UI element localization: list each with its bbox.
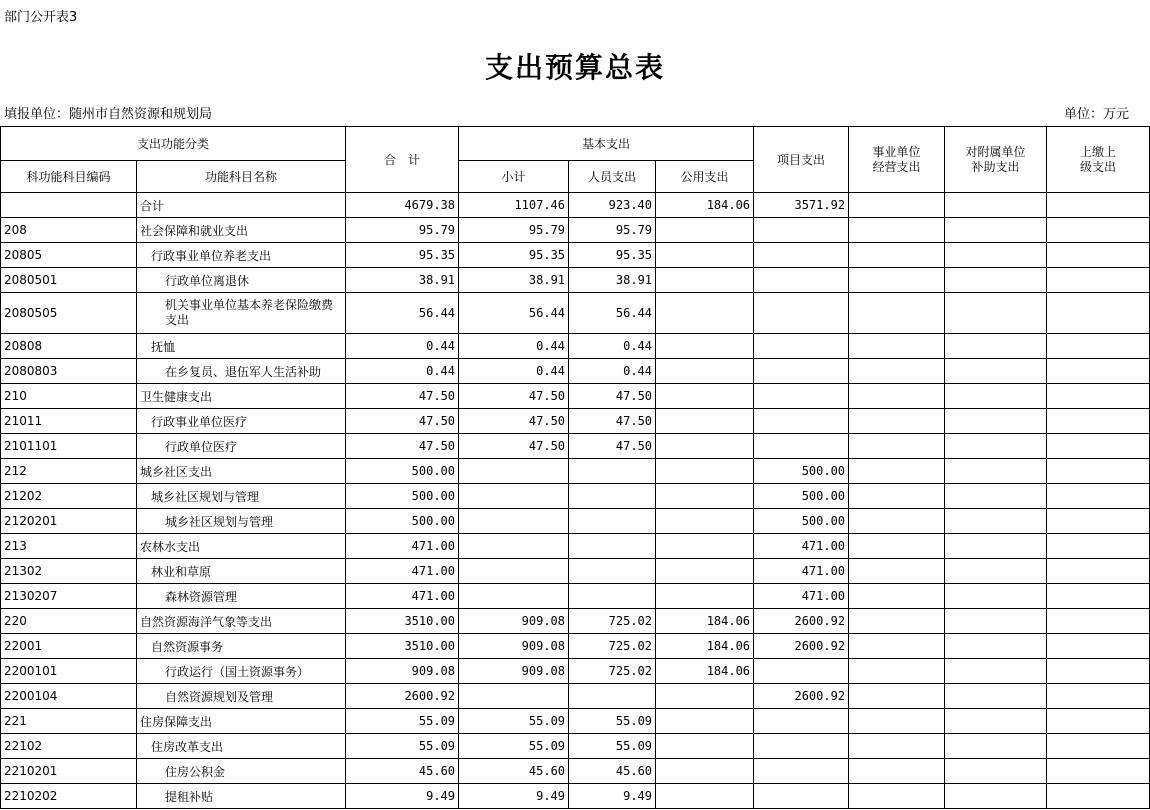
- cell-project: 471.00: [754, 559, 849, 584]
- cell-code: 21202: [1, 484, 137, 509]
- cell-business-unit: [849, 684, 945, 709]
- cell-subtotal: 45.60: [459, 759, 569, 784]
- cell-public: [656, 334, 754, 359]
- cell-affiliate-subsidy: [945, 734, 1047, 759]
- cell-affiliate-subsidy: [945, 218, 1047, 243]
- cell-affiliate-subsidy: [945, 459, 1047, 484]
- cell-subtotal: 38.91: [459, 268, 569, 293]
- cell-total: 471.00: [346, 584, 459, 609]
- cell-business-unit: [849, 734, 945, 759]
- cell-business-unit: [849, 634, 945, 659]
- cell-subtotal: [459, 584, 569, 609]
- table-row: [1, 559, 1150, 584]
- cell-project: 2600.92: [754, 634, 849, 659]
- cell-code: 2210201: [1, 759, 137, 784]
- cell-total: 3510.00: [346, 609, 459, 634]
- cell-name: 自然资源事务: [137, 634, 346, 659]
- cell-public: [656, 734, 754, 759]
- cell-name: 行政单位离退休: [137, 268, 346, 293]
- table-row: [1, 459, 1150, 484]
- cell-affiliate-subsidy: [945, 384, 1047, 409]
- cell-personnel: [569, 459, 656, 484]
- cell-project: 500.00: [754, 484, 849, 509]
- cell-upper-remit: [1047, 784, 1150, 809]
- table-row: [1, 659, 1150, 684]
- cell-affiliate-subsidy: [945, 534, 1047, 559]
- cell-total: 2600.92: [346, 684, 459, 709]
- table-row: [1, 293, 1150, 334]
- page-title: 支出预算总表: [484, 51, 665, 84]
- table-row: [1, 334, 1150, 359]
- cell-name: 提租补贴: [137, 784, 346, 809]
- header-project-expenditure: 项目支出: [754, 127, 849, 193]
- cell-public: [656, 218, 754, 243]
- cell-business-unit: [849, 268, 945, 293]
- table-row: [1, 709, 1150, 734]
- cell-project: [754, 759, 849, 784]
- cell-business-unit: [849, 659, 945, 684]
- cell-name: 机关事业单位基本养老保险缴费支出: [137, 293, 346, 334]
- cell-project: [754, 659, 849, 684]
- table-row: [1, 268, 1150, 293]
- cell-total: 95.79: [346, 218, 459, 243]
- cell-upper-remit: [1047, 359, 1150, 384]
- cell-personnel: 725.02: [569, 609, 656, 634]
- cell-affiliate-subsidy: [945, 359, 1047, 384]
- table-row: [1, 684, 1150, 709]
- cell-total: 47.50: [346, 434, 459, 459]
- cell-affiliate-subsidy: [945, 634, 1047, 659]
- cell-upper-remit: [1047, 218, 1150, 243]
- cell-upper-remit: [1047, 734, 1150, 759]
- cell-personnel: [569, 559, 656, 584]
- expenditure-budget-table: [0, 126, 1150, 809]
- cell-public: [656, 509, 754, 534]
- cell-affiliate-subsidy: [945, 684, 1047, 709]
- cell-business-unit: [849, 218, 945, 243]
- cell-subtotal: 0.44: [459, 359, 569, 384]
- cell-total: 500.00: [346, 484, 459, 509]
- cell-personnel: [569, 684, 656, 709]
- header-function-class: 支出功能分类: [1, 127, 346, 161]
- cell-upper-remit: [1047, 659, 1150, 684]
- cell-subtotal: [459, 459, 569, 484]
- cell-code: 21302: [1, 559, 137, 584]
- cell-public: [656, 268, 754, 293]
- document-label: 部门公开表3: [4, 10, 78, 25]
- cell-affiliate-subsidy: [945, 759, 1047, 784]
- cell-total: 9.49: [346, 784, 459, 809]
- cell-project: [754, 218, 849, 243]
- cell-subtotal: [459, 559, 569, 584]
- cell-personnel: 47.50: [569, 409, 656, 434]
- cell-public: [656, 684, 754, 709]
- cell-subtotal: 47.50: [459, 409, 569, 434]
- table-row: [1, 193, 1150, 218]
- cell-name: 自然资源海洋气象等支出: [137, 609, 346, 634]
- currency-unit: 单位：万元: [1063, 107, 1129, 122]
- cell-project: [754, 268, 849, 293]
- table-row: [1, 534, 1150, 559]
- cell-upper-remit: [1047, 334, 1150, 359]
- cell-business-unit: [849, 359, 945, 384]
- cell-public: [656, 293, 754, 334]
- cell-name: 抚恤: [137, 334, 346, 359]
- cell-upper-remit: [1047, 459, 1150, 484]
- cell-upper-remit: [1047, 684, 1150, 709]
- table-row: [1, 509, 1150, 534]
- cell-upper-remit: [1047, 709, 1150, 734]
- cell-business-unit: [849, 409, 945, 434]
- cell-business-unit: [849, 709, 945, 734]
- reporting-unit: 填报单位：随州市自然资源和规划局: [4, 107, 213, 122]
- header-business-unit: 事业单位 经营支出: [849, 127, 945, 193]
- header-code: 科功能科目编码: [1, 161, 137, 193]
- cell-personnel: 55.09: [569, 734, 656, 759]
- cell-project: 471.00: [754, 584, 849, 609]
- cell-personnel: 45.60: [569, 759, 656, 784]
- header-basic-expenditure: 基本支出: [459, 127, 754, 161]
- table-row: [1, 218, 1150, 243]
- cell-public: [656, 784, 754, 809]
- cell-personnel: 47.50: [569, 434, 656, 459]
- cell-affiliate-subsidy: [945, 293, 1047, 334]
- cell-subtotal: 0.44: [459, 334, 569, 359]
- cell-public: 184.06: [656, 193, 754, 218]
- cell-code: 21011: [1, 409, 137, 434]
- cell-code: 221: [1, 709, 137, 734]
- cell-affiliate-subsidy: [945, 584, 1047, 609]
- cell-public: 184.06: [656, 634, 754, 659]
- cell-personnel: 725.02: [569, 634, 656, 659]
- cell-personnel: 55.09: [569, 709, 656, 734]
- cell-subtotal: 95.35: [459, 243, 569, 268]
- cell-affiliate-subsidy: [945, 784, 1047, 809]
- cell-total: 500.00: [346, 509, 459, 534]
- cell-upper-remit: [1047, 384, 1150, 409]
- cell-affiliate-subsidy: [945, 509, 1047, 534]
- cell-affiliate-subsidy: [945, 559, 1047, 584]
- cell-total: 45.60: [346, 759, 459, 784]
- header-subtotal: 小计: [459, 161, 569, 193]
- cell-personnel: 0.44: [569, 334, 656, 359]
- cell-business-unit: [849, 784, 945, 809]
- cell-code: 2200104: [1, 684, 137, 709]
- cell-total: 4679.38: [346, 193, 459, 218]
- table-row: [1, 409, 1150, 434]
- cell-project: 500.00: [754, 459, 849, 484]
- header-personnel: 人员支出: [569, 161, 656, 193]
- cell-total: 55.09: [346, 734, 459, 759]
- cell-project: [754, 734, 849, 759]
- cell-code: 213: [1, 534, 137, 559]
- cell-affiliate-subsidy: [945, 709, 1047, 734]
- cell-code: 22001: [1, 634, 137, 659]
- cell-subtotal: [459, 534, 569, 559]
- table-row: [1, 609, 1150, 634]
- cell-business-unit: [849, 609, 945, 634]
- cell-business-unit: [849, 759, 945, 784]
- cell-code: 212: [1, 459, 137, 484]
- cell-code: 22102: [1, 734, 137, 759]
- cell-subtotal: 1107.46: [459, 193, 569, 218]
- cell-public: [656, 759, 754, 784]
- cell-project: [754, 709, 849, 734]
- cell-code: 2080505: [1, 293, 137, 334]
- cell-code: 2130207: [1, 584, 137, 609]
- cell-project: 471.00: [754, 534, 849, 559]
- cell-personnel: 47.50: [569, 384, 656, 409]
- cell-public: [656, 709, 754, 734]
- cell-personnel: 38.91: [569, 268, 656, 293]
- cell-project: 2600.92: [754, 684, 849, 709]
- cell-name: 住房改革支出: [137, 734, 346, 759]
- cell-business-unit: [849, 534, 945, 559]
- cell-total: 500.00: [346, 459, 459, 484]
- cell-subtotal: 55.09: [459, 709, 569, 734]
- cell-name: 林业和草原: [137, 559, 346, 584]
- table-row: [1, 243, 1150, 268]
- cell-code: [1, 193, 137, 218]
- table-row: [1, 359, 1150, 384]
- cell-personnel: 56.44: [569, 293, 656, 334]
- header-total: 合 计: [346, 127, 459, 193]
- cell-upper-remit: [1047, 509, 1150, 534]
- cell-name: 卫生健康支出: [137, 384, 346, 409]
- cell-affiliate-subsidy: [945, 268, 1047, 293]
- cell-name: 自然资源规划及管理: [137, 684, 346, 709]
- cell-upper-remit: [1047, 193, 1150, 218]
- table-row: [1, 384, 1150, 409]
- cell-upper-remit: [1047, 634, 1150, 659]
- cell-subtotal: 47.50: [459, 434, 569, 459]
- table-row: [1, 484, 1150, 509]
- cell-subtotal: 909.08: [459, 609, 569, 634]
- cell-total: 55.09: [346, 709, 459, 734]
- header-name: 功能科目名称: [137, 161, 346, 193]
- cell-personnel: [569, 509, 656, 534]
- cell-total: 471.00: [346, 559, 459, 584]
- cell-upper-remit: [1047, 584, 1150, 609]
- cell-public: [656, 584, 754, 609]
- cell-total: 47.50: [346, 384, 459, 409]
- cell-affiliate-subsidy: [945, 409, 1047, 434]
- table-row: [1, 734, 1150, 759]
- cell-code: 208: [1, 218, 137, 243]
- cell-total: 909.08: [346, 659, 459, 684]
- cell-affiliate-subsidy: [945, 334, 1047, 359]
- cell-affiliate-subsidy: [945, 434, 1047, 459]
- cell-upper-remit: [1047, 609, 1150, 634]
- cell-name: 合计: [137, 193, 346, 218]
- cell-affiliate-subsidy: [945, 243, 1047, 268]
- cell-public: [656, 434, 754, 459]
- cell-upper-remit: [1047, 484, 1150, 509]
- cell-personnel: 923.40: [569, 193, 656, 218]
- cell-project: 2600.92: [754, 609, 849, 634]
- cell-personnel: 95.35: [569, 243, 656, 268]
- cell-business-unit: [849, 334, 945, 359]
- table-row: [1, 759, 1150, 784]
- cell-name: 城乡社区规划与管理: [137, 484, 346, 509]
- cell-name: 在乡复员、退伍军人生活补助: [137, 359, 346, 384]
- cell-business-unit: [849, 509, 945, 534]
- cell-name: 社会保障和就业支出: [137, 218, 346, 243]
- cell-affiliate-subsidy: [945, 609, 1047, 634]
- cell-business-unit: [849, 584, 945, 609]
- cell-personnel: 725.02: [569, 659, 656, 684]
- cell-name: 住房保障支出: [137, 709, 346, 734]
- cell-total: 0.44: [346, 359, 459, 384]
- cell-total: 3510.00: [346, 634, 459, 659]
- cell-affiliate-subsidy: [945, 484, 1047, 509]
- cell-code: 20808: [1, 334, 137, 359]
- cell-project: [754, 243, 849, 268]
- cell-code: 20805: [1, 243, 137, 268]
- cell-upper-remit: [1047, 534, 1150, 559]
- table-row: [1, 784, 1150, 809]
- cell-name: 行政事业单位养老支出: [137, 243, 346, 268]
- header-public: 公用支出: [656, 161, 754, 193]
- cell-code: 2120201: [1, 509, 137, 534]
- header-upper-remit: 上缴上 级支出: [1047, 127, 1150, 193]
- cell-subtotal: 909.08: [459, 659, 569, 684]
- cell-public: 184.06: [656, 609, 754, 634]
- cell-public: 184.06: [656, 659, 754, 684]
- cell-business-unit: [849, 384, 945, 409]
- cell-upper-remit: [1047, 759, 1150, 784]
- table-row: [1, 434, 1150, 459]
- cell-code: 2200101: [1, 659, 137, 684]
- cell-affiliate-subsidy: [945, 193, 1047, 218]
- cell-business-unit: [849, 459, 945, 484]
- cell-public: [656, 459, 754, 484]
- cell-public: [656, 243, 754, 268]
- cell-upper-remit: [1047, 409, 1150, 434]
- cell-upper-remit: [1047, 293, 1150, 334]
- cell-name: 住房公积金: [137, 759, 346, 784]
- cell-name: 城乡社区规划与管理: [137, 509, 346, 534]
- cell-public: [656, 384, 754, 409]
- cell-subtotal: 47.50: [459, 384, 569, 409]
- cell-personnel: [569, 484, 656, 509]
- cell-project: [754, 409, 849, 434]
- cell-upper-remit: [1047, 243, 1150, 268]
- cell-total: 56.44: [346, 293, 459, 334]
- cell-subtotal: [459, 484, 569, 509]
- cell-business-unit: [849, 484, 945, 509]
- cell-code: 220: [1, 609, 137, 634]
- cell-personnel: [569, 534, 656, 559]
- cell-personnel: 9.49: [569, 784, 656, 809]
- cell-business-unit: [849, 559, 945, 584]
- cell-public: [656, 409, 754, 434]
- cell-subtotal: 55.09: [459, 734, 569, 759]
- cell-code: 2080501: [1, 268, 137, 293]
- cell-project: [754, 334, 849, 359]
- cell-project: 500.00: [754, 509, 849, 534]
- cell-code: 210: [1, 384, 137, 409]
- cell-business-unit: [849, 293, 945, 334]
- cell-upper-remit: [1047, 268, 1150, 293]
- cell-total: 471.00: [346, 534, 459, 559]
- cell-subtotal: [459, 684, 569, 709]
- table-row: [1, 584, 1150, 609]
- cell-project: [754, 384, 849, 409]
- cell-project: [754, 434, 849, 459]
- cell-total: 38.91: [346, 268, 459, 293]
- cell-name: 行政事业单位医疗: [137, 409, 346, 434]
- cell-personnel: [569, 584, 656, 609]
- cell-total: 47.50: [346, 409, 459, 434]
- table-row: [1, 634, 1150, 659]
- cell-code: 2210202: [1, 784, 137, 809]
- cell-code: 2080803: [1, 359, 137, 384]
- cell-public: [656, 484, 754, 509]
- cell-personnel: 95.79: [569, 218, 656, 243]
- cell-personnel: 0.44: [569, 359, 656, 384]
- cell-project: [754, 359, 849, 384]
- cell-total: 0.44: [346, 334, 459, 359]
- header-affiliate-subsidy: 对附属单位 补助支出: [945, 127, 1047, 193]
- cell-total: 95.35: [346, 243, 459, 268]
- cell-subtotal: 95.79: [459, 218, 569, 243]
- cell-affiliate-subsidy: [945, 659, 1047, 684]
- cell-name: 农林水支出: [137, 534, 346, 559]
- cell-name: 行政运行（国土资源事务）: [137, 659, 346, 684]
- cell-subtotal: 909.08: [459, 634, 569, 659]
- cell-subtotal: [459, 509, 569, 534]
- cell-public: [656, 534, 754, 559]
- cell-project: 3571.92: [754, 193, 849, 218]
- cell-project: [754, 784, 849, 809]
- cell-upper-remit: [1047, 559, 1150, 584]
- cell-name: 行政单位医疗: [137, 434, 346, 459]
- cell-business-unit: [849, 243, 945, 268]
- cell-code: 2101101: [1, 434, 137, 459]
- cell-public: [656, 359, 754, 384]
- cell-subtotal: 56.44: [459, 293, 569, 334]
- cell-project: [754, 293, 849, 334]
- cell-name: 森林资源管理: [137, 584, 346, 609]
- cell-upper-remit: [1047, 434, 1150, 459]
- cell-subtotal: 9.49: [459, 784, 569, 809]
- cell-name: 城乡社区支出: [137, 459, 346, 484]
- cell-business-unit: [849, 434, 945, 459]
- cell-public: [656, 559, 754, 584]
- cell-business-unit: [849, 193, 945, 218]
